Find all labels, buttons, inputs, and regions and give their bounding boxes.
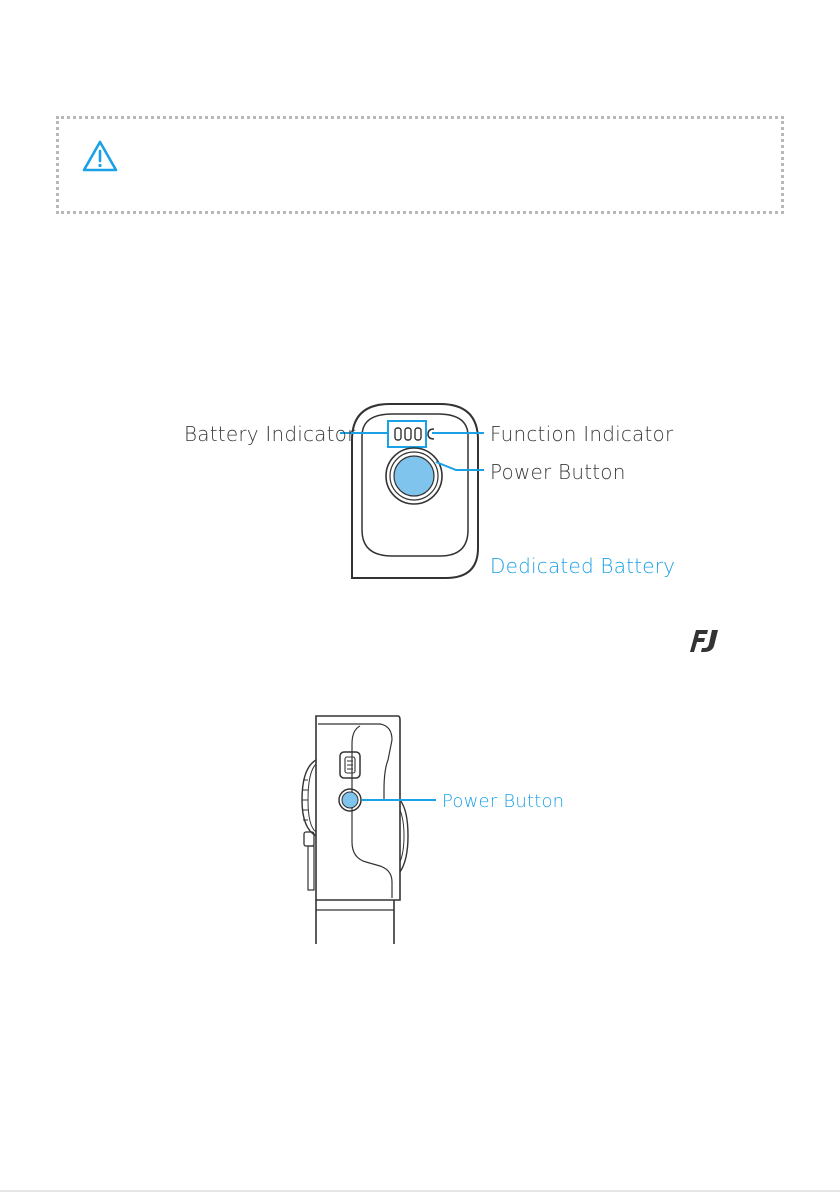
power-button-label: Power Button: [490, 460, 626, 484]
side-power-button-label: Power Button: [442, 791, 565, 812]
battery-indicator-label: Battery Indicator: [184, 422, 356, 446]
function-indicator-label: Function Indicator: [490, 422, 674, 446]
side-power-button: [342, 792, 358, 808]
dedicated-battery-label: Dedicated Battery: [490, 554, 676, 578]
